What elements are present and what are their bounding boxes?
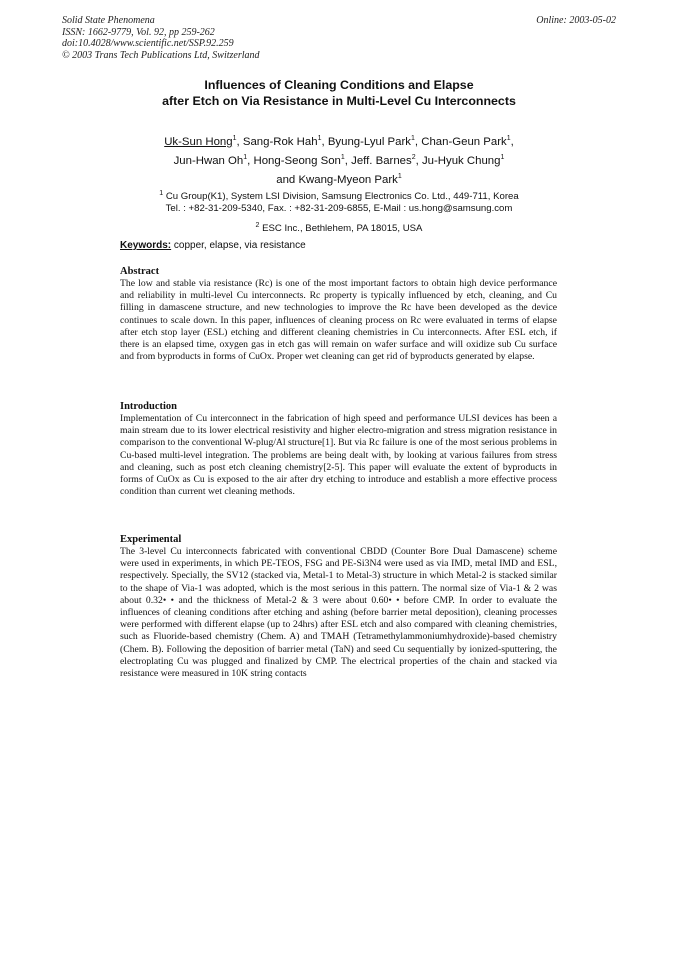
experimental-heading: Experimental xyxy=(120,534,182,545)
issn-line: ISSN: 1662-9779, Vol. 92, pp 259-262 xyxy=(62,26,215,38)
abstract-body: The low and stable via resistance (Rc) is one of the most important factors to obtain high device performance and reliability in multi-level Cu interconnects. Rc property is typically influenced by etch, cleaning, and Cu filling in damascene structure, and new technologies to improve the Rc have been developed as the device continues to scale down. In this paper, influences of cleaning process on Rc were evaluated in terms of elapse after etch stop layer (ESL) etching and different cleaning chemistries in Cu interconnects. After ESL etch, if there is an elapsed time, oxygen gas in etch gas will remain on wafer surface and will oxidize sub Cu surface and from byproducts in forms of CuOx. Proper wet cleaning can get rid of byproducts generated by elapse. xyxy=(120,278,557,363)
journal-name: Solid State Phenomena xyxy=(62,15,155,26)
and-word: and xyxy=(276,173,296,186)
keywords-text: copper, elapse, via resistance xyxy=(173,240,306,251)
affil-mark: 1 xyxy=(159,190,164,197)
journal-header xyxy=(62,15,260,61)
affil-mark: 1 xyxy=(500,153,505,161)
title-line-2: after Etch on Via Resistance in Multi-Level Cu Interconnects xyxy=(162,93,516,108)
affil-mark: 1 xyxy=(397,172,402,180)
affil-mark: 2 xyxy=(255,222,260,229)
introduction-body: Implementation of Cu interconnect in the fabrication of high speed and performance ULSI devices has been a main stream due to its lower electrical resistivity and higher electro-migration and stress migration resistance in comparison to the conventional W-plug/Al structure[1]. But via Rc failure is one of the most serious problems in Cu-based multi-level integration. The problems are being dealt with, by looking at various failures from stress and cleaning, such as post etch cleaning chemistry[2-5]. This paper will evaluate the extent of byproducts in forms of CuOx as Cu is exposed to the air after dry etching to introduce and establish a more effective process condition than current wet cleaning methods. xyxy=(120,413,557,498)
keywords xyxy=(120,240,306,251)
author-name: Chan-Geun Park xyxy=(421,135,507,148)
introduction-heading: Introduction xyxy=(120,401,177,412)
title-line-1: Influences of Cleaning Conditions and Elapse xyxy=(204,78,474,92)
doi-line: doi:10.4028/www.scientific.net/SSP.92.259 xyxy=(62,38,234,49)
author-name: Byung-Lyul Park xyxy=(327,135,411,148)
author-line-1: Uk-Sun Hong$^1$, Sang-Rok Hah$^1$, Byung-Lyul Park$^1$, Chan-Geun Park$^1$, xyxy=(164,135,514,148)
abstract-section xyxy=(120,265,557,363)
copyright-line: © 2003 Trans Tech Publications Ltd, Switzerland xyxy=(62,49,260,61)
author-name: Uk-Sun Hong xyxy=(164,135,233,148)
author-line-2: Jun-Hwan Oh$^1$, Hong-Seong Son$^1$, Jeff. Barnes$^2$, Ju-Hyuk Chung$^1$ xyxy=(173,153,505,167)
affil-mark: 1 xyxy=(506,135,511,142)
affil-mark: 1 xyxy=(340,153,345,161)
author-name: Kwang-Myeon Park xyxy=(298,173,398,186)
affil-mark: 2 xyxy=(411,153,416,161)
keywords-label: Keywords: xyxy=(120,240,172,251)
author-name: Sang-Rok Hah xyxy=(242,135,318,148)
abstract-heading: Abstract xyxy=(120,266,160,277)
affil-mark: 1 xyxy=(243,153,248,161)
affiliation-1 xyxy=(100,188,578,214)
introduction-section xyxy=(120,400,557,498)
affiliation-2-text: ESC Inc., Bethlehem, PA 18015, USA xyxy=(262,223,423,235)
experimental-section xyxy=(120,533,557,680)
affil-mark: 1 xyxy=(317,135,322,142)
author-list xyxy=(90,131,588,187)
affiliation-1-text: Cu Group(K1), System LSI Division, Samsung Electronics Co. Ltd., 449-711, Korea xyxy=(165,191,519,203)
author-name: Hong-Seong Son xyxy=(253,154,341,167)
author-line-3 xyxy=(90,169,588,188)
paper-title xyxy=(80,78,598,109)
online-date: Online: 2003-05-02 xyxy=(536,15,616,26)
author-name: Jun-Hwan Oh xyxy=(173,154,244,167)
affil-mark: 1 xyxy=(232,135,237,142)
affiliation-1-line-1 xyxy=(100,188,578,203)
contact-line: Tel. : +82-31-209-5340, Fax. : +82-31-209-6855, E-Mail : us.hong@samsung.com xyxy=(165,202,513,214)
author-name: Ju-Hyuk Chung xyxy=(421,154,501,167)
experimental-body: The 3-level Cu interconnects fabricated with conventional CBDD (Counter Bore Dual Damascene) scheme were used in experiments, in which PE-TEOS, FSG and PE-Si3N4 were used as via IMD, metal IMD and ESL, respectively. Specially, the SV12 (stacked via, Metal-1 to Metal-3) structure in which Metal-2 is stacked similar to the shape of Via-1 was adopted, which is the most serious in this pattern. The normal size of Via-1 & 2 was about 0.32• • and the thickness of Metal-2 & 3 were about 0.60• • before CMP. In order to evaluate the influences of cleaning conditions after etching and ashing (before barrier metal deposition), cleaning processes were performed with different elapse (up to 24hrs) after ESL etch and also compared with cleaning chemistries, such as Fluoride-based chemistry (Chem. A) and TMAH (Tetramethylammoniumhydroxide)-based chemistry (Chem. B). Following the deposition of barrier metal (TaN) and seed Cu sequentially by ionized-sputtering, the electroplating Cu was plugged and finalized by CMP. The electrical properties of the chain and stacked via resistance were measured in 10K string contacts xyxy=(120,546,557,680)
author-name: Jeff. Barnes xyxy=(351,154,412,167)
affil-mark: 1 xyxy=(410,135,415,142)
affiliation-2 xyxy=(100,220,578,235)
